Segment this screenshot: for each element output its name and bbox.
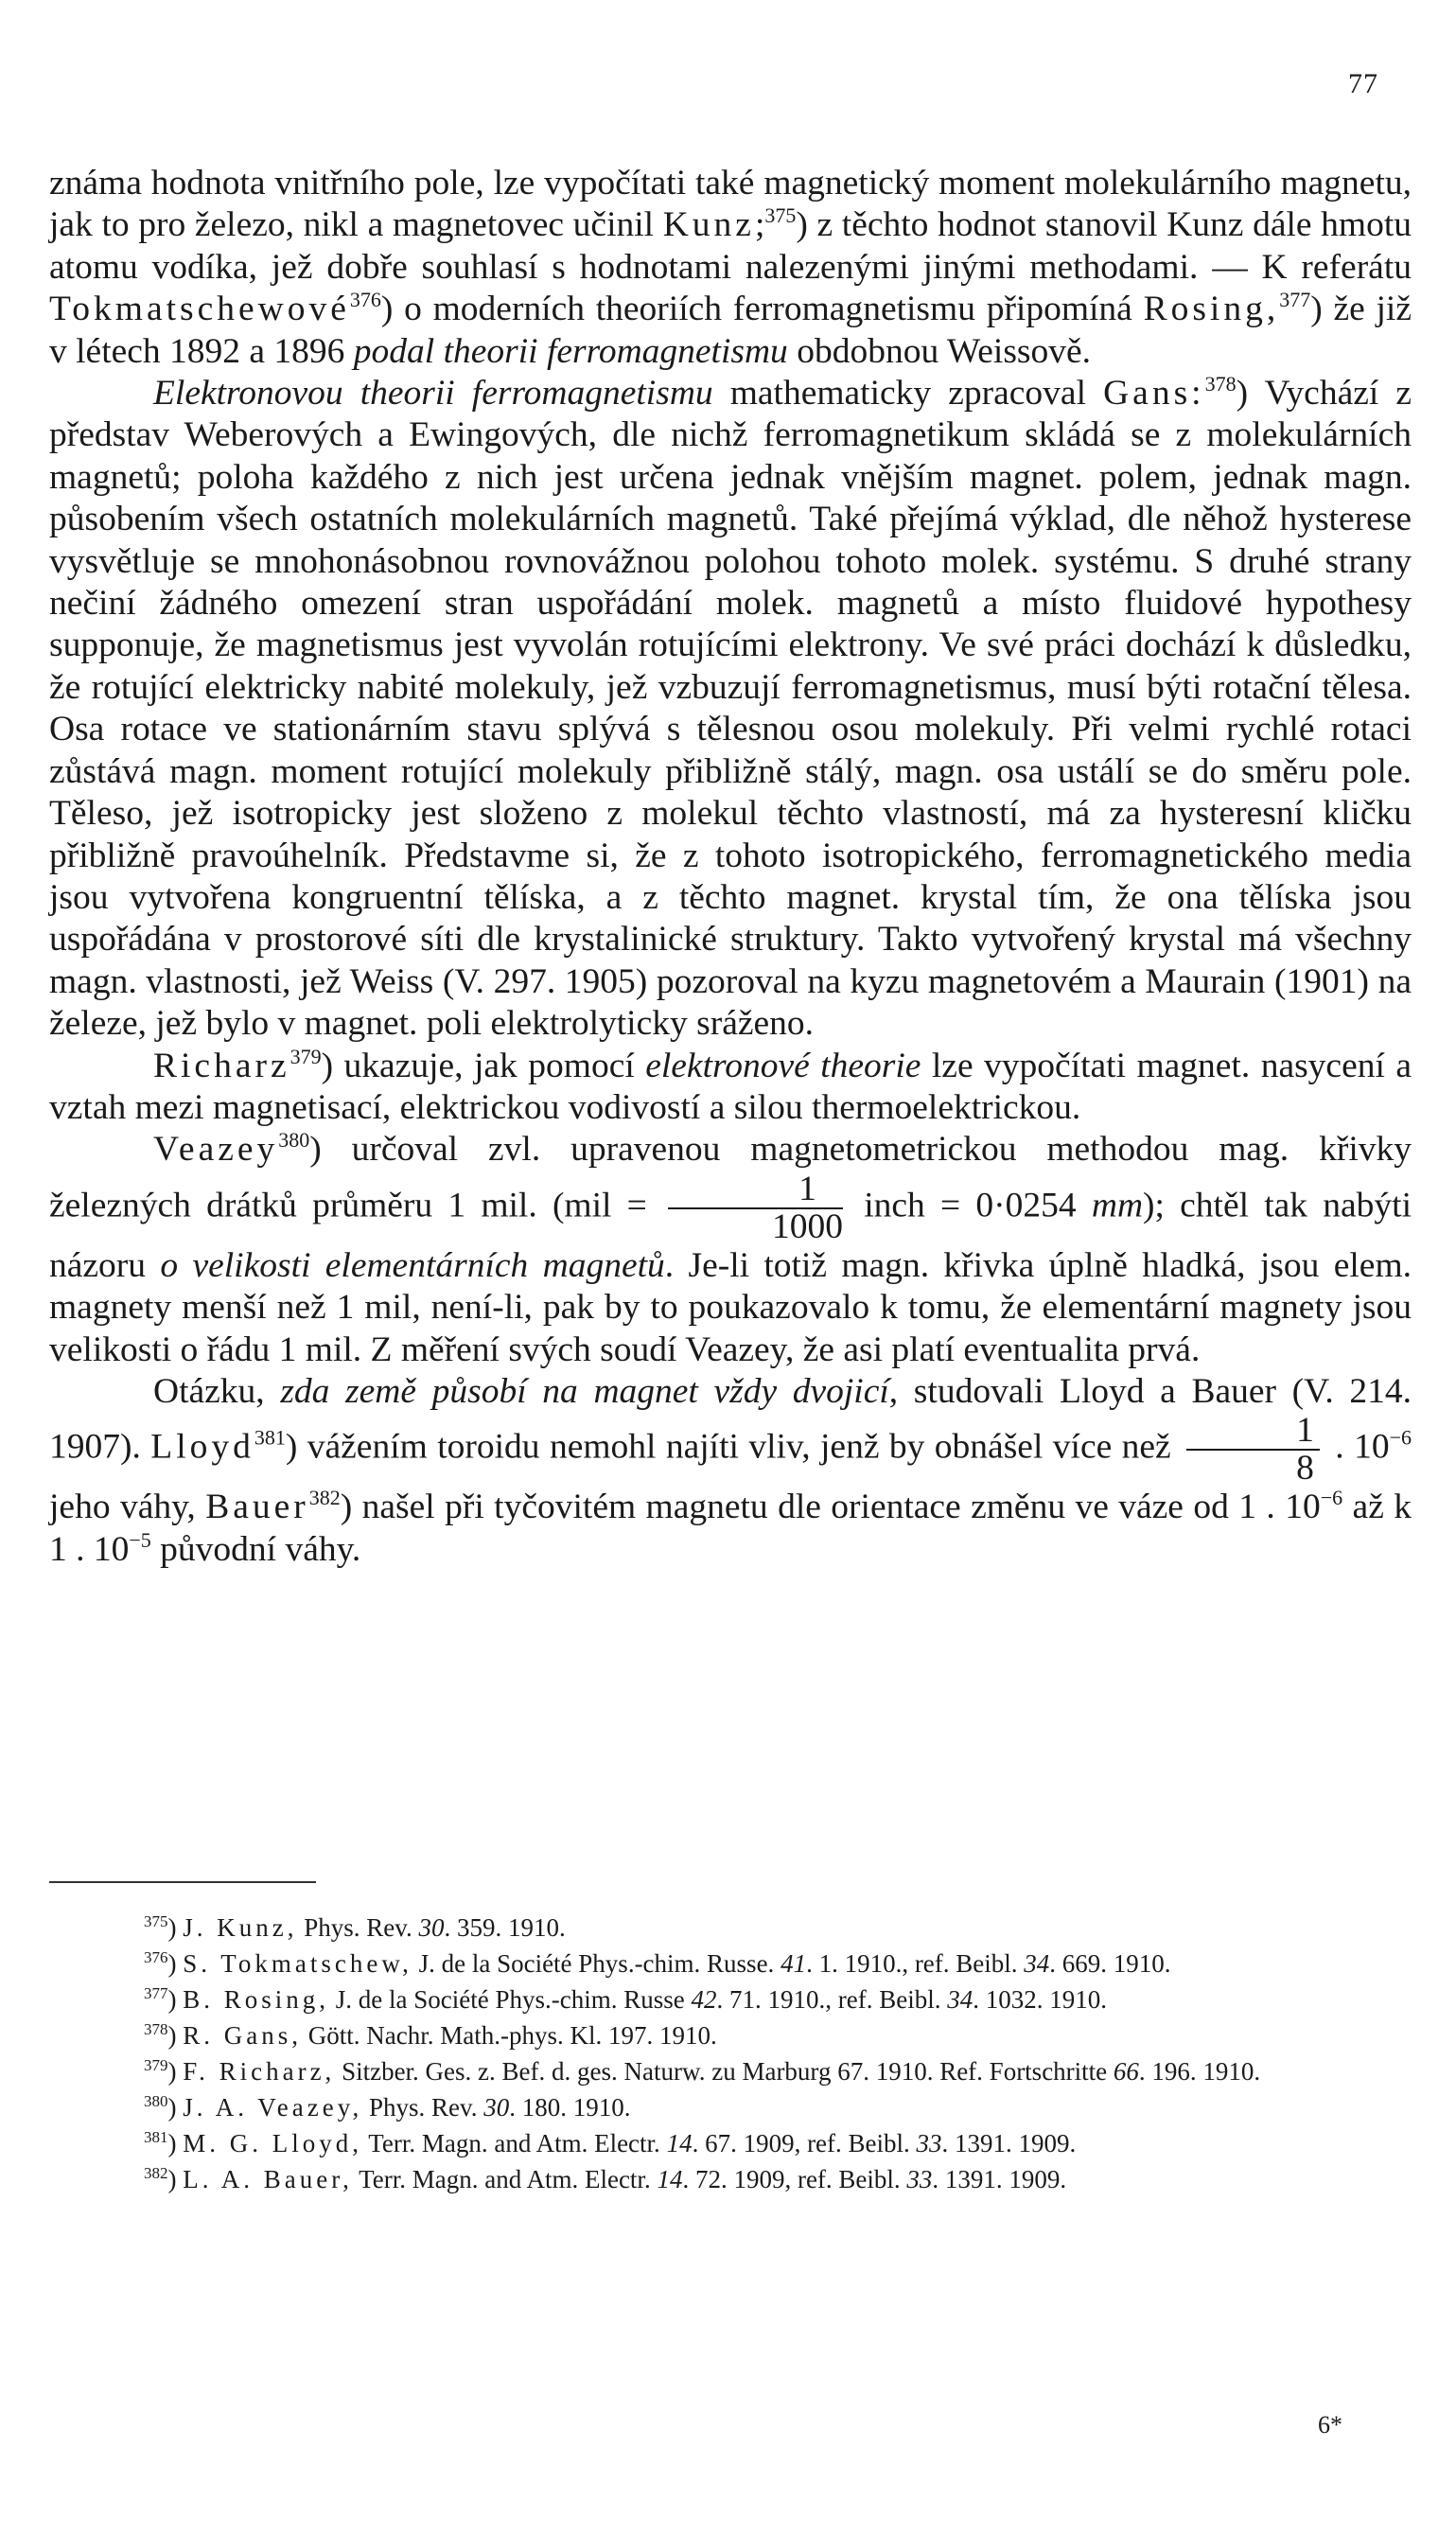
text-run: inch = 0·0254	[849, 1186, 1092, 1225]
text-run: ) ukazuje, jak pomocí	[321, 1046, 646, 1085]
footnote-text: . 1391. 1909.	[932, 2165, 1067, 2193]
footnote-ref: 377	[1279, 288, 1311, 312]
fraction	[1186, 1413, 1320, 1487]
footnote: $^{379}$) F. Richarz, Sitzber. Ges. z. Bef. d. ges. Naturw. zu Marburg 67. 1910. Ref. Fortschritte 66. 196. 1910.	[144, 2056, 1261, 2086]
footnote-number: 381	[144, 2128, 168, 2146]
footnote-author: J. A. Veazey,	[183, 2093, 363, 2122]
italic-phrase: elektronové theorie	[645, 1046, 921, 1085]
exponent: −6	[1389, 1425, 1412, 1450]
text-run: lze vypočítati magnet. nasycení a vztah mezi magnetisací, elektrickou vodivostí a silou thermoelektrickou.	[49, 1046, 1412, 1127]
footnote-volume: 33	[916, 2129, 942, 2157]
text-run: ) určoval zvl. upravenou magnetometrickou methodou mag. křivky železných drátků průměru 1 mil. (mil =	[49, 1130, 1412, 1225]
text-run: Otázku,	[153, 1371, 281, 1411]
text-run: původní váhy.	[150, 1529, 361, 1569]
footnote-text: J. de la Société Phys.-chim. Russe	[329, 1985, 692, 2014]
footnote-number: 378	[144, 2020, 168, 2038]
footnote: $^{381}$) M. G. Lloyd, Terr. Magn. and Atm. Electr. 14. 67. 1909, ref. Beibl. 33. 1391. 1909.	[144, 2128, 1077, 2157]
footnote-volume: 66	[1113, 2057, 1139, 2086]
footnote-number: 376	[144, 1948, 168, 1966]
author-name: Lloyd	[150, 1427, 254, 1467]
text-run: ) našel při tyčovitém magnetu dle orientace změnu ve váze od 1 . 10	[340, 1488, 1321, 1527]
author-name: Rosing,	[1143, 290, 1280, 329]
footnote-text: Sitzber. Ges. z. Bef. d. ges. Naturw. zu Marburg 67. 1910. Ref. Fortschritte	[335, 2057, 1114, 2086]
fraction-numerator: 1	[1186, 1413, 1320, 1451]
text-run: . Je-li totiž magn. křivka úplně hladká, jsou elem. magnety menší než 1 mil, není-li, pak by to poukazovalo k tomu, že elementární magnety jsou velikosti o řádu 1 mil. Z měření svých soudí Veazey, že asi platí eventualita prvá.	[49, 1245, 1412, 1369]
exponent: −5	[129, 1527, 151, 1552]
footnote-text: Terr. Magn. and Atm. Electr.	[352, 2165, 658, 2193]
footnote-number: 377	[144, 1984, 168, 2002]
paragraph-5	[49, 1371, 1412, 1571]
author-name: Veazey	[153, 1130, 279, 1170]
footnote-divider	[49, 1881, 316, 1883]
italic-phrase: podal theorii ferromagnetismu	[353, 331, 788, 371]
footnote-author: J. Kunz,	[183, 1913, 298, 1942]
footnote-author: S. Tokmatschew,	[183, 1949, 412, 1978]
text-run: až k 1 . 10	[49, 1488, 1412, 1569]
footnote-volume: 34	[947, 1985, 974, 2014]
footnote-text: . 1. 1910., ref. Beibl.	[806, 1949, 1025, 1978]
text-run: ;	[754, 205, 765, 245]
author-name: Kunz	[662, 205, 755, 245]
paragraph-2	[49, 373, 1412, 1046]
italic-phrase: zda země působí na magnet vždy dvojicí	[280, 1371, 889, 1411]
footnote-text: . 1391. 1909.	[941, 2129, 1077, 2157]
author-name: Bauer	[205, 1488, 309, 1527]
footnote-text: J. de la Société Phys.-chim. Russe.	[412, 1949, 781, 1978]
text-run: ) vážením toroidu nemohl najíti vliv, jenž by obnášel více než	[285, 1427, 1182, 1467]
fraction-denominator: 8	[1296, 1449, 1314, 1488]
footnote: $^{376}$) S. Tokmatschew, J. de la Société Phys.-chim. Russe. 41. 1. 1910., ref. Beibl. 34. 669. 1910.	[144, 1948, 1171, 1978]
text-run: ) že již v létech 1892 a 1896	[49, 290, 1412, 371]
footnote-author: L. A. Bauer,	[183, 2165, 353, 2193]
footnote: $^{378}$) R. Gans, Gött. Nachr. Math.-phys. Kl. 197. 1910.	[144, 2020, 717, 2050]
text-run: mathematicky zpracoval	[712, 374, 1104, 414]
footnote-volume: 14	[666, 2129, 693, 2157]
footnote-ref: 375	[764, 203, 797, 228]
footnote: $^{377}$) B. Rosing, J. de la Société Phys.-chim. Russe 42. 71. 1910., ref. Beibl. 34. 1032. 1910.	[144, 1984, 1107, 2014]
footnote-volume: 41	[781, 1949, 807, 1978]
footnote-author: F. Richarz,	[183, 2057, 336, 2086]
exponent: −6	[1320, 1486, 1343, 1510]
author-name: Gans:	[1103, 374, 1205, 414]
paragraph-3	[49, 1046, 1412, 1130]
footnote-number: 382	[144, 2164, 168, 2182]
footnote-ref: 378	[1204, 372, 1237, 396]
page-number: 77	[1348, 68, 1378, 99]
fraction-denominator: 1000	[772, 1206, 844, 1246]
text-run: ) z těchto hodnot stanovil Kunz dále hmotu atomu vodíka, jež dobře souhlasí s hodnotami nalezenými jinými methodami. — K referátu	[49, 205, 1412, 287]
text-run: ); chtěl tak nabýti názoru	[49, 1186, 1412, 1285]
footnote-number: 375	[144, 1912, 168, 1930]
footnote-number: 380	[144, 2092, 168, 2110]
footnote-text: Phys. Rev.	[297, 1913, 419, 1942]
footnote-text: Gött. Nachr. Math.-phys. Kl. 197. 1910.	[302, 2021, 717, 2050]
footnote-text: . 72. 1909, ref. Beibl.	[682, 2165, 907, 2193]
footnote-text: Phys. Rev.	[362, 2093, 484, 2122]
footnote-volume: 42	[691, 1985, 717, 2014]
text-run: známa hodnota vnitřního pole, lze vypočítati také magnetický moment molekulárního magnetu, jak to pro železo, nikl a magnetovec učinil	[49, 164, 1412, 245]
footnote-author: R. Gans,	[183, 2021, 302, 2050]
paragraph-1	[49, 163, 1412, 373]
footnote-volume: 34	[1024, 1949, 1050, 1978]
fraction	[668, 1171, 843, 1245]
footnote-author: B. Rosing,	[183, 1985, 330, 2014]
footnote: $^{382}$) L. A. Bauer, Terr. Magn. and Atm. Electr. 14. 72. 1909, ref. Beibl. 33. 1391. 1909.	[144, 2164, 1067, 2193]
footnote-volume: 30	[418, 1913, 445, 1942]
footnote-text: . 180. 1910.	[509, 2093, 631, 2122]
footnote-text: . 669. 1910.	[1049, 1949, 1171, 1978]
footnote-text: . 196. 1910.	[1138, 2057, 1261, 2086]
text-run: jeho váhy,	[49, 1488, 206, 1527]
footnote-number: 379	[144, 2056, 168, 2074]
footnotes	[49, 1910, 1412, 2197]
printer-signature: 6*	[1318, 2411, 1342, 2439]
footnote-text: Terr. Magn. and Atm. Electr.	[362, 2129, 667, 2157]
italic-phrase: o velikosti elementárních magnetů	[160, 1245, 665, 1285]
footnote-text: . 1032. 1910.	[973, 1985, 1107, 2014]
footnote-author: M. G. Lloyd,	[183, 2129, 362, 2157]
paragraph-4	[49, 1129, 1412, 1371]
text-run: obdobnou Weissově.	[787, 331, 1092, 371]
footnote-volume: 14	[657, 2165, 683, 2193]
text-run: , studovali Lloyd a Bauer (V. 214. 1907).	[49, 1371, 1412, 1467]
footnote-ref: 381	[254, 1425, 286, 1450]
text-run: . 10	[1324, 1427, 1390, 1467]
footnote-volume: 30	[483, 2093, 510, 2122]
footnote: $^{380}$) J. A. Veazey, Phys. Rev. 30. 180. 1910.	[144, 2092, 631, 2122]
footnote-ref: 379	[289, 1044, 322, 1068]
footnote: $^{375}$) J. Kunz, Phys. Rev. 30. 359. 1910.	[144, 1912, 566, 1942]
text-run: ) Vychází z představ Weberových a Ewingových, dle nichž ferromagnetikum skládá se z molekulárních magnetů; poloha každého z nich jest určena jednak vnějším magnet. polem, jednak magn. působením všech ostatních molekulárních magnetů. Také přejímá výklad, dle něhož hysterese vysvětluje se mnohonásobnou rovnovážnou polohou tohoto molek. systému. S druhé strany nečiní žádného omezení stran uspořádání molek. magnetů a místo fluidové hypothesy supponuje, že magnetismus jest vyvolán rotujícími elektrony. Ve své práci dochází k důsledku, že rotující elektricky nabité molekuly, jež vzbuzují ferromagnetismus, musí býti rotační tělesa. Osa rotace ve stationárním stavu splývá s tělesnou osou molekuly. Při velmi rychlé rotaci zůstává magn. moment rotující molekuly přibližně stálý, magn. osa ustálí se do směru pole. Těleso, jež isotropicky jest složeno z molekul těchto vlastností, má za hysteresní kličku přibližně pravoúhelník. Představme si, že z tohoto isotropického, ferromagnetického media jsou vytvořena kongruentní tělíska, a z těchto magnet. krystal tím, že ona tělíska jsou uspořádána v prostorové síti dle krystalinické struktury. Takto vytvořený krystal má všechny magn. vlastnosti, jež Weiss (V. 297. 1905) pozoroval na kyzu magnetovém a Maurain (1901) na železe, jež bylo v magnet. poli elektrolyticky sráženo.	[49, 374, 1412, 1044]
footnote-text: . 67. 1909, ref. Beibl.	[692, 2129, 917, 2157]
footnote-ref: 380	[278, 1128, 310, 1153]
footnote-ref: 376	[349, 288, 381, 312]
body-text	[49, 163, 1412, 1571]
footnote-text: . 359. 1910.	[444, 1913, 566, 1942]
footnote-ref: 382	[308, 1486, 341, 1510]
author-name: Richarz	[153, 1046, 290, 1085]
author-name: Tokmatschewové	[49, 290, 350, 329]
footnote-volume: 33	[906, 2165, 933, 2193]
italic-unit: mm	[1091, 1186, 1144, 1225]
italic-phrase: Elektronovou theorii ferromagnetismu	[153, 374, 713, 414]
fraction-numerator: 1	[668, 1171, 843, 1209]
text-run: ) o moderních theoriích ferromagnetismu připomíná	[380, 290, 1144, 329]
footnote-text: . 71. 1910., ref. Beibl.	[716, 1985, 948, 2014]
